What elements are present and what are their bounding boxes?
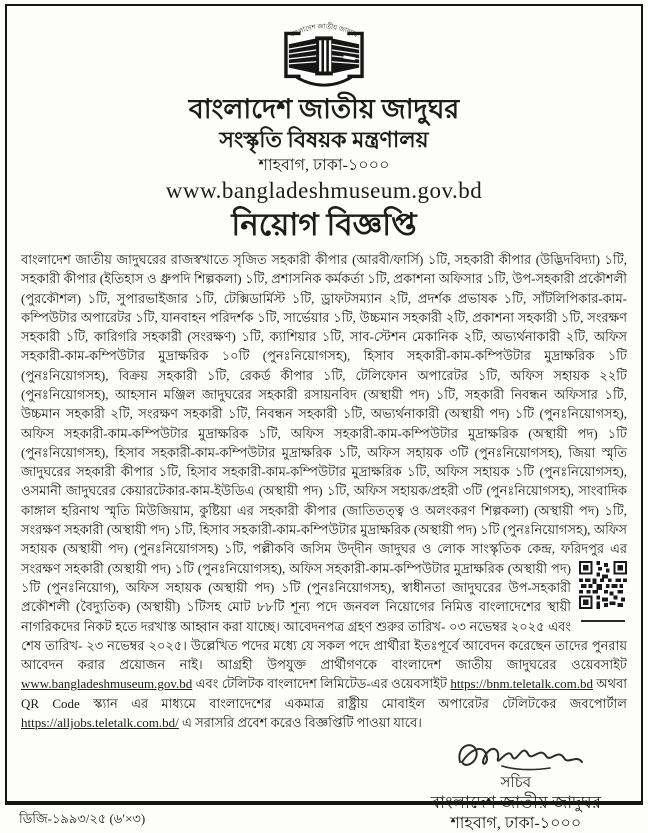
- qr-code: [579, 561, 627, 622]
- body-text-part2: সহকারী-কাম-কম্পিউটার মুদ্রাক্ষরিক (অস্থায়ী পদ) ১টি (পুনঃনিয়োগ), অফিস সহায়ক (অস্থায়ী পদ) ১টি (পুনঃনিয়োগসহ), স্বাধীনতা জাদুঘরের উপ-সহকারী প্রকৌশলী (বৈদ্যুতিক) (অস্থায়ী) ১টিসহ মোট ৮৮টি শূন্য পদে জনবল নিয়োগের নিমিত্ত বাংলাদেশের স্থায়ী নাগরিকদের নিকট হতে দরখাস্ত আহ্বান করা যাচ্ছে। আবেদনপত্র গ্রহণ শুরুর তারিখ- ০৩ নভেম্বর ২০২৫ এবং শেষ তারিখ- ২৩ নভেম্বর ২০২৫। উল্লেখিত পদের মধ্যে যে সকল পদে প্রার্থীরা ইতঃপূর্বে আবেদন করেছেন তাদের পুনরায় আবেদন করার প্রয়োজন নাই। আগ্রহী উপযুক্ত প্রার্থীগণকে বাংলাদেশ জাতীয় জাদুঘরের ওয়েবসাইট: [21, 560, 627, 673]
- qr-underline-rule: [581, 620, 625, 622]
- notice-title: নিয়োগ বিজ্ঞপ্তি: [231, 206, 417, 242]
- reference-number: ডিজি-১৯৯৩/২৫ (৬ʹ×৩): [19, 810, 146, 826]
- notice-body: [21, 250, 627, 732]
- signature-block: [431, 732, 601, 832]
- signatory-organization: বাংলাদেশ জাতীয় জাদুঘর: [430, 793, 601, 813]
- body-text-tail: এ সরাসরি প্রবেশ করেও বিজ্ঞপ্তিটি পাওয়া যাবে।: [178, 715, 422, 731]
- teletalk-application-link[interactable]: https://bnm.teletalk.com.bd: [450, 676, 593, 692]
- body-text-part1: বাংলাদেশ জাতীয় জাদুঘরের রাজস্বখাতে সৃজিত সহকারী কীপার (আরবী/ফার্সি) ১টি, সহকারী কীপার (উদ্ভিদবিদ্যা) ১টি, সহকারী কীপার (ইতিহাস ও ধ্রুপদি শিল্পকলা) ১টি, প্রশাসনিক কর্মকর্তা ১টি, প্রকাশনা অফিসার ১টি, উপ-সহকারী প্রকৌশলী (পুরকৌশল) ১টি, সুপারভাইজার ১টি, টেক্সিডার্মিস্ট ১টি, ড্রাফটসম্যান ২টি, প্রদর্শক প্রভাষক ১টি, সাঁটলিপিকার-কাম-কম্পিউটার অপারেটর ১টি, যানবাহন পরিদর্শক ১টি, সার্ভেয়ার ১টি, উচ্চমান সহকারী ২টি, প্রকাশনা সহকারী ১টি, সংরক্ষণ সহকারী ১টি, কারিগরি সহকারী (সংরক্ষণ) ১টি, ক্যাশিয়ার ১টি, সাব-স্টেশন মেকানিক ২টি, অভ্যর্থনাকারী ২টি, অফিস সহকারী-কাম-কম্পিউটার মুদ্রাক্ষরিক ১০টি (পুনঃনিয়োগসহ), হিসাব সহকারী-কাম-কম্পিউটার মুদ্রাক্ষরিক ১টি (পুনঃনিয়োগসহ), বিক্রয় সহকারী ১টি, রেকর্ড কীপার ১টি, টেলিফোন অপারেটর ১টি, অফিস সহায়ক ২২টি (পুনঃনিয়োগসহ), আহসান মঞ্জিল জাদুঘরের সহকারী রসায়নবিদ (অস্থায়ী পদ) ১টি, সহকারী নিবন্ধন অফিসার ১টি, উচ্চমান সহকারী ২টি, সংরক্ষণ সহকারী ১টি, নিবন্ধন সহকারী ১টি, অভ্যর্থনাকারী (অস্থায়ী পদ) ১টি (পুনঃনিয়োগসহ), অফিস সহকারী-কাম-কম্পিউটার মুদ্রাক্ষরিক ১টি, অফিস সহকারী-কাম-কম্পিউটার মুদ্রাক্ষরিক (অস্থায়ী পদ) ১টি (পুনঃনিয়োগসহ), হিসাব সহকারী-কাম-কম্পিউটার মুদ্রাক্ষরিক ১টি, অফিস সহায়ক ৩টি (পুনঃনিয়োগসহ), জিয়া স্মৃতি জাদুঘরের সহকারী কীপার ১টি, হিসাব সহকারী-কাম-কম্পিউটার মুদ্রাক্ষরিক ১টি, অফিস সহায়ক ১টি (পুনঃনিয়োগসহ), ওসমানী জাদুঘরের কেয়ারটেকার-কাম-ইউডিএ (অস্থায়ী পদ) ১টি, অফিস সহায়ক/প্রহরী ৩টি (পুনঃনিয়োগসহ), সাংবাদিক কাঙ্গাল হরিনাথ স্মৃতি মিউজিয়াম, কুষ্টিয়া এর সহকারী কীপার (জাতিতত্ত্ব ও অলংকরণ শিল্পকলা) (অস্থায়ী পদ) ১টি, সংরক্ষণ সহকারী (অস্থায়ী পদ) ১টি, হিসাব সহকারী-কাম-কম্পিউটার মুদ্রাক্ষরিক (অস্থায়ী পদ) ১টি (পুনঃনিয়োগসহ), অফিস সহায়ক (অস্থায়ী পদ) (পুনঃনিয়োগসহ) ১টি, পল্লীকবি জসিম উদ্‌দীন জাদুঘর ও লোক সাংস্কৃতিক কেন্দ্র, ফরিদপুর এর সংরক্ষণ সহকারী (অস্থায়ী পদ) ১টি (পুনঃনিয়োগসহ), অফিস: [21, 251, 627, 576]
- org-name: বাংলাদেশ জাতীয় জাদুঘর: [188, 94, 460, 124]
- signatory-designation: সচিব: [500, 775, 532, 792]
- alljobs-portal-link[interactable]: https://alljobs.teletalk.com.bd/: [21, 715, 179, 731]
- notice-footer: [19, 732, 629, 832]
- ministry-name: সংস্কৃতি বিষয়ক মন্ত্রণালয়: [219, 127, 429, 153]
- museum-website-link[interactable]: www.bangladeshmuseum.gov.bd: [21, 676, 193, 692]
- body-text-between2: অথবা QR Code স্ক্যান এর মাধ্যমে বাংলাদেশের একমাত্র রাষ্ট্রীয় মোবাইল অপারেটর টেলিটকের জবপোর্টাল: [21, 676, 627, 711]
- museum-emblem-logo: [19, 12, 629, 92]
- signatory-address: শাহবাগ, ঢাকা-১০০০: [450, 814, 582, 832]
- signature-scribble: [431, 732, 601, 778]
- org-address: শাহবাগ, ঢাকা-১০০০: [258, 157, 390, 175]
- notice-border-frame: [5, 4, 643, 832]
- letterhead: [19, 12, 629, 242]
- svg-text:বাংলাদেশ জাতীয় জাদুঘর: বাংলাদেশ জাতীয় জাদুঘর: [289, 23, 359, 40]
- body-text-between1: এবং টেলিটক বাংলাদেশ লিমিটেড-এর ওয়েবসাইট: [192, 676, 451, 692]
- org-website: www.bangladeshmuseum.gov.bd: [165, 177, 483, 203]
